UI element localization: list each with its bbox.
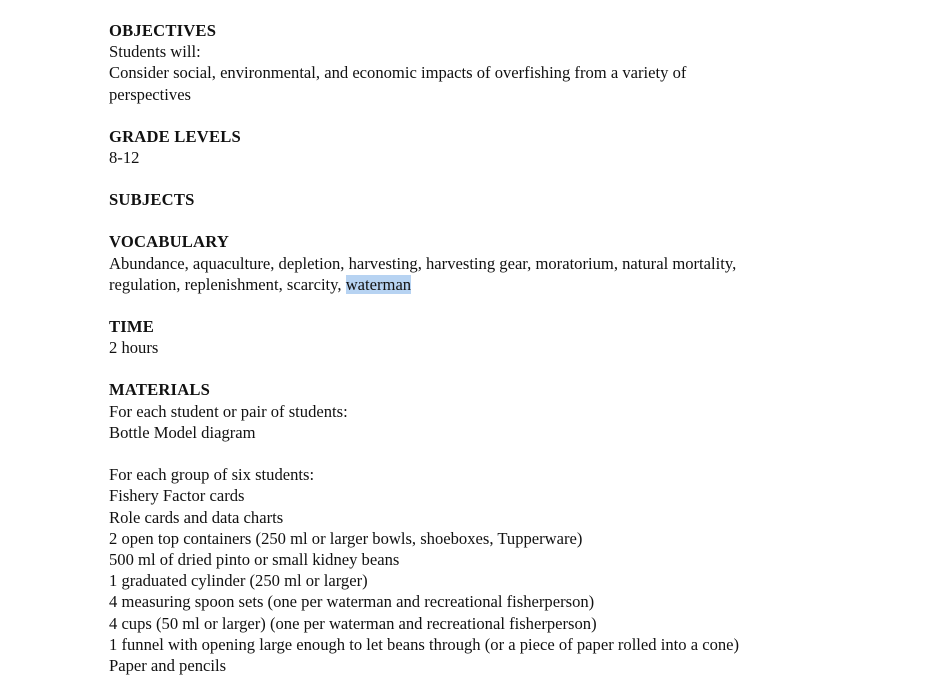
objectives-line: Consider social, environmental, and economic impacts of overfishing from a variety of: [109, 63, 687, 83]
subjects-heading: SUBJECTS: [109, 190, 195, 210]
time-value: 2 hours: [109, 338, 159, 358]
materials-heading: MATERIALS: [109, 380, 211, 400]
materials-line: Bottle Model diagram: [109, 422, 256, 442]
vocabulary-heading: VOCABULARY: [109, 232, 230, 252]
time-heading: TIME: [109, 317, 155, 337]
materials-line: 2 open top containers (250 ml or larger bowls, shoeboxes, Tupperware): [109, 528, 583, 548]
selected-text[interactable]: waterman: [345, 274, 412, 294]
materials-section: [109, 379, 909, 676]
materials-line: For each student or pair of students:: [109, 401, 348, 421]
objectives-line: perspectives: [109, 84, 192, 104]
materials-line: 1 graduated cylinder (250 ml or larger): [109, 571, 368, 591]
vocabulary-line: Abundance, aquaculture, depletion, harvesting, harvesting gear, moratorium, natural mortality,: [109, 253, 737, 273]
grade-levels-section: [109, 126, 909, 168]
materials-line: Role cards and data charts: [109, 507, 284, 527]
objectives-line: Students will:: [109, 42, 201, 62]
time-section: [109, 316, 909, 358]
materials-line: 4 cups (50 ml or larger) (one per waterman and recreational fisherperson): [109, 613, 597, 633]
grade-levels-heading: GRADE LEVELS: [109, 126, 241, 146]
materials-line: 500 ml of dried pinto or small kidney beans: [109, 550, 400, 570]
paragraph-spacer: [109, 443, 909, 464]
materials-line: Fishery Factor cards: [109, 486, 245, 506]
materials-line: For each group of six students:: [109, 465, 315, 485]
document-page: [109, 20, 909, 697]
materials-line: 4 measuring spoon sets (one per waterman and recreational fisherperson): [109, 592, 595, 612]
vocabulary-section: [109, 231, 909, 295]
vocabulary-line: [109, 274, 909, 295]
objectives-section: [109, 20, 909, 105]
materials-line: 1 funnel with opening large enough to let beans through (or a piece of paper rolled into a cone): [109, 634, 740, 654]
grade-levels-value: 8-12: [109, 148, 140, 168]
objectives-heading: OBJECTIVES: [109, 21, 217, 40]
subjects-section: [109, 189, 909, 210]
materials-line: Paper and pencils: [109, 656, 227, 676]
vocabulary-line-text: regulation, replenishment, scarcity,: [109, 274, 346, 294]
